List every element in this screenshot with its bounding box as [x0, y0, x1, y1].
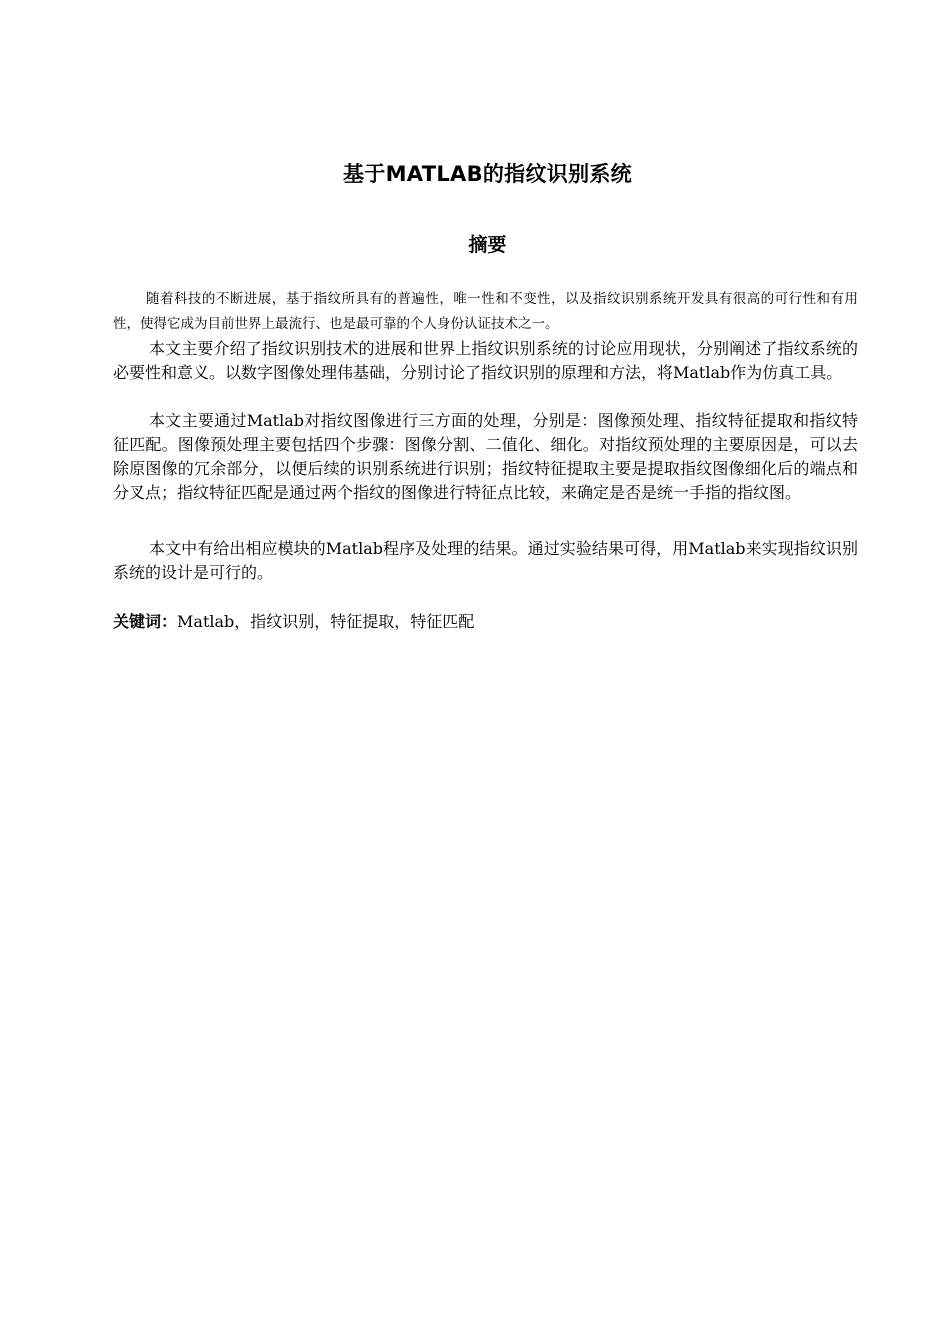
paragraph-text: 本文主要通过Matlab对指纹图像进行三方面的处理，分别是：图像预处理、指纹特征提取和指纹特征匹配。图像预处理主要包括四个步骤：图像分割、二值化、细化。对指纹预处理的主要原因是，可以去除原图像的冗余部分，以便后续的识别系统进行识别；指纹特征提取主要是提取指纹图像细化后的端点和分叉点；指纹特征匹配是通过两个指纹的图像进行特征点比较，来确定是否是统一手指的指纹图。: [113, 411, 858, 502]
document-title: 基于MATLAB的指纹识别系统: [343, 162, 632, 186]
abstract-paragraph-4: [113, 537, 858, 585]
abstract-paragraph-3: [113, 409, 858, 505]
paragraph-text: 本文主要介绍了指纹识别技术的进展和世界上指纹识别系统的讨论应用现状，分别阐述了指纹系统的必要性和意义。以数字图像处理伟基础，分别讨论了指纹识别的原理和方法，将Matlab作为仿真工具。: [113, 339, 858, 382]
abstract-heading: 摘要: [468, 234, 507, 256]
keywords-line: [113, 609, 858, 635]
keywords-label: 关键词：: [113, 612, 178, 631]
paragraph-text: 随着科技的不断进展，基于指纹所具有的普遍性，唯一性和不变性，以及指纹识别系统开发具有很高的可行性和有用性，使得它成为目前世界上最流行、也是最可靠的个人身份认证技术之一。: [113, 291, 858, 332]
abstract-paragraph-1: [113, 287, 858, 337]
abstract-paragraph-2: [113, 337, 858, 385]
paragraph-text: 本文中有给出相应模块的Matlab程序及处理的结果。通过实验结果可得，用Matlab来实现指纹识别系统的设计是可行的。: [113, 539, 858, 582]
keywords-text: Matlab，指纹识别，特征提取，特征匹配: [177, 612, 475, 631]
